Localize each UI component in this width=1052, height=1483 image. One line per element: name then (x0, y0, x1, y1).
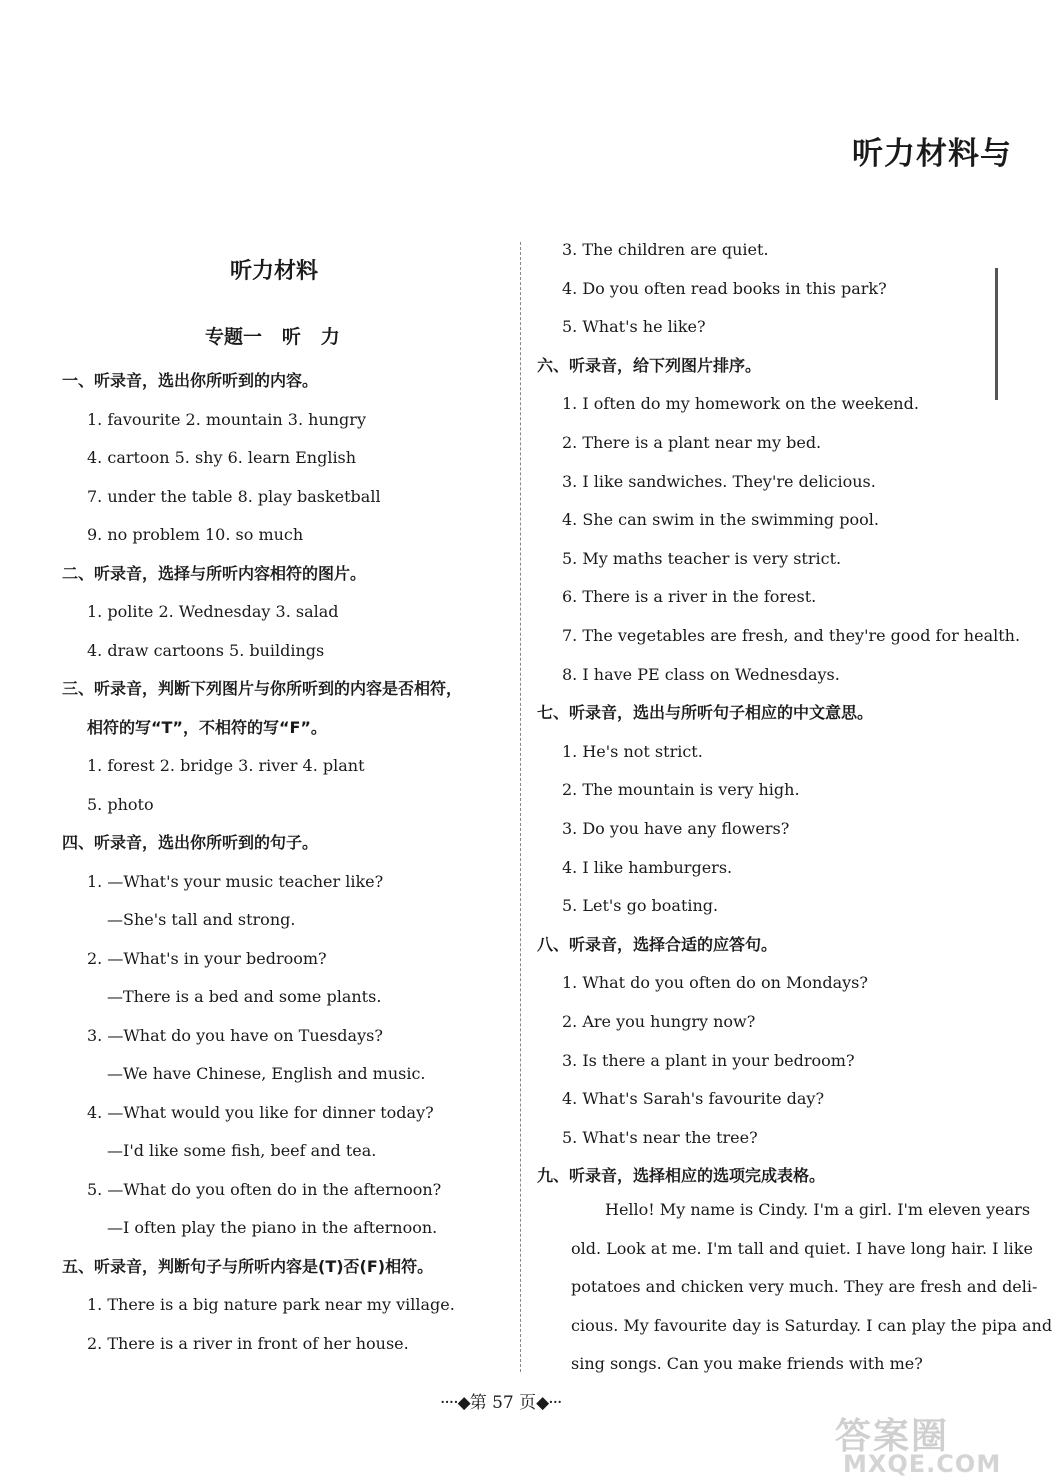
list-item: 5. My maths teacher is very strict. (562, 548, 842, 568)
section-heading: 五、听录音，判断句子与所听内容是(T)否(F)相符。 (62, 1256, 434, 1276)
list-item: 4. She can swim in the swimming pool. (562, 510, 879, 530)
doc-title: 听力材料 (230, 259, 319, 284)
list-item: 3. I like sandwiches. They're delicious. (562, 471, 876, 491)
list-item: 3. The children are quiet. (562, 240, 769, 259)
list-item: 4. Do you often read books in this park? (562, 278, 887, 298)
list-item: 1. I often do my homework on the weekend. (562, 394, 919, 414)
edge-bar (995, 268, 998, 400)
passage-line: old. Look at me. I'm tall and quiet. I have long hair. I like (571, 1238, 1033, 1258)
list-item: 2. —What's in your bedroom? (87, 948, 327, 968)
list-item: 3. Do you have any flowers? (562, 819, 790, 838)
list-item: 1. —What's your music teacher like? (87, 871, 384, 891)
footer-ornament-left: ····◆ (440, 1393, 470, 1413)
section-heading: 三、听录音，判断下列图片与你所听到的内容是否相符， (62, 679, 463, 698)
list-item: 6. There is a river in the forest. (562, 587, 817, 607)
page-number: 第 57 页 (469, 1393, 537, 1413)
topic-title: 专题一 听 力 (205, 326, 340, 348)
column-divider (520, 242, 521, 1372)
list-item: 4. draw cartoons 5. buildings (87, 640, 325, 660)
list-item: 2. The mountain is very high. (562, 780, 800, 800)
list-item: 7. under the table 8. play basketball (87, 486, 381, 506)
section-heading: 一、听录音，选出你所听到的内容。 (62, 371, 319, 390)
header-title: 听力材料与 (852, 136, 1012, 172)
list-item: 4. I like hamburgers. (562, 857, 733, 877)
footer-ornament-right: ◆··· (536, 1393, 562, 1413)
section-heading: 九、听录音，选择相应的选项完成表格。 (537, 1166, 826, 1186)
section-heading: 六、听录音，给下列图片排序。 (537, 355, 762, 375)
list-item: 4. cartoon 5. shy 6. learn English (87, 448, 357, 467)
list-item: 1. What do you often do on Mondays? (562, 973, 868, 993)
list-item: —I often play the piano in the afternoon. (107, 1218, 438, 1237)
page-footer (440, 1388, 561, 1413)
list-item: 5. —What do you often do in the afternoon? (87, 1179, 442, 1199)
list-item: 5. What's he like? (562, 317, 706, 337)
section-heading: 四、听录音，选出你所听到的句子。 (62, 833, 319, 852)
list-item: 3. —What do you have on Tuesdays? (87, 1025, 383, 1045)
list-item: 2. Are you hungry now? (562, 1012, 756, 1031)
section-heading: 七、听录音，选出与所听句子相应的中文意思。 (537, 703, 874, 723)
list-item: —We have Chinese, English and music. (107, 1064, 426, 1083)
passage-line: cious. My favourite day is Saturday. I can play the pipa and (571, 1315, 1052, 1335)
list-item: 3. Is there a plant in your bedroom? (562, 1050, 855, 1070)
list-item: —I'd like some fish, beef and tea. (107, 1141, 377, 1160)
watermark-url: MXQE.COM (843, 1450, 1002, 1478)
list-item: 1. forest 2. bridge 3. river 4. plant (87, 756, 365, 775)
list-item: 5. Let's go boating. (562, 896, 719, 916)
section-heading: 相符的写“T”，不相符的写“F”。 (87, 717, 327, 737)
section-heading: 八、听录音，选择合适的应答句。 (537, 934, 778, 954)
section-heading: 二、听录音，选择与所听内容相符的图片。 (62, 563, 367, 583)
list-item: 1. He's not strict. (562, 741, 703, 761)
passage-line: sing songs. Can you make friends with me? (571, 1354, 923, 1373)
list-item: 9. no problem 10. so much (87, 525, 304, 544)
list-item: 1. There is a big nature park near my village. (87, 1295, 455, 1314)
list-item: 5. What's near the tree? (562, 1127, 758, 1147)
passage-line: Hello! My name is Cindy. I'm a girl. I'm eleven years (605, 1200, 1031, 1219)
list-item: 1. polite 2. Wednesday 3. salad (87, 602, 339, 621)
list-item: 5. photo (87, 794, 154, 814)
watermark-text: 答案圈 (835, 1416, 950, 1457)
list-item: 7. The vegetables are fresh, and they're good for health. (562, 626, 1021, 645)
list-item: 1. favourite 2. mountain 3. hungry (87, 409, 366, 429)
watermark (835, 1408, 1002, 1480)
list-item: 2. There is a river in front of her house. (87, 1333, 409, 1353)
list-item: —She's tall and strong. (107, 910, 296, 929)
list-item: 4. —What would you like for dinner today? (87, 1102, 434, 1122)
list-item: 4. What's Sarah's favourite day? (562, 1089, 825, 1109)
list-item: 2. There is a plant near my bed. (562, 433, 822, 452)
list-item: 8. I have PE class on Wednesdays. (562, 664, 840, 684)
list-item: —There is a bed and some plants. (107, 987, 382, 1006)
passage-line: potatoes and chicken very much. They are fresh and deli- (571, 1277, 1038, 1296)
